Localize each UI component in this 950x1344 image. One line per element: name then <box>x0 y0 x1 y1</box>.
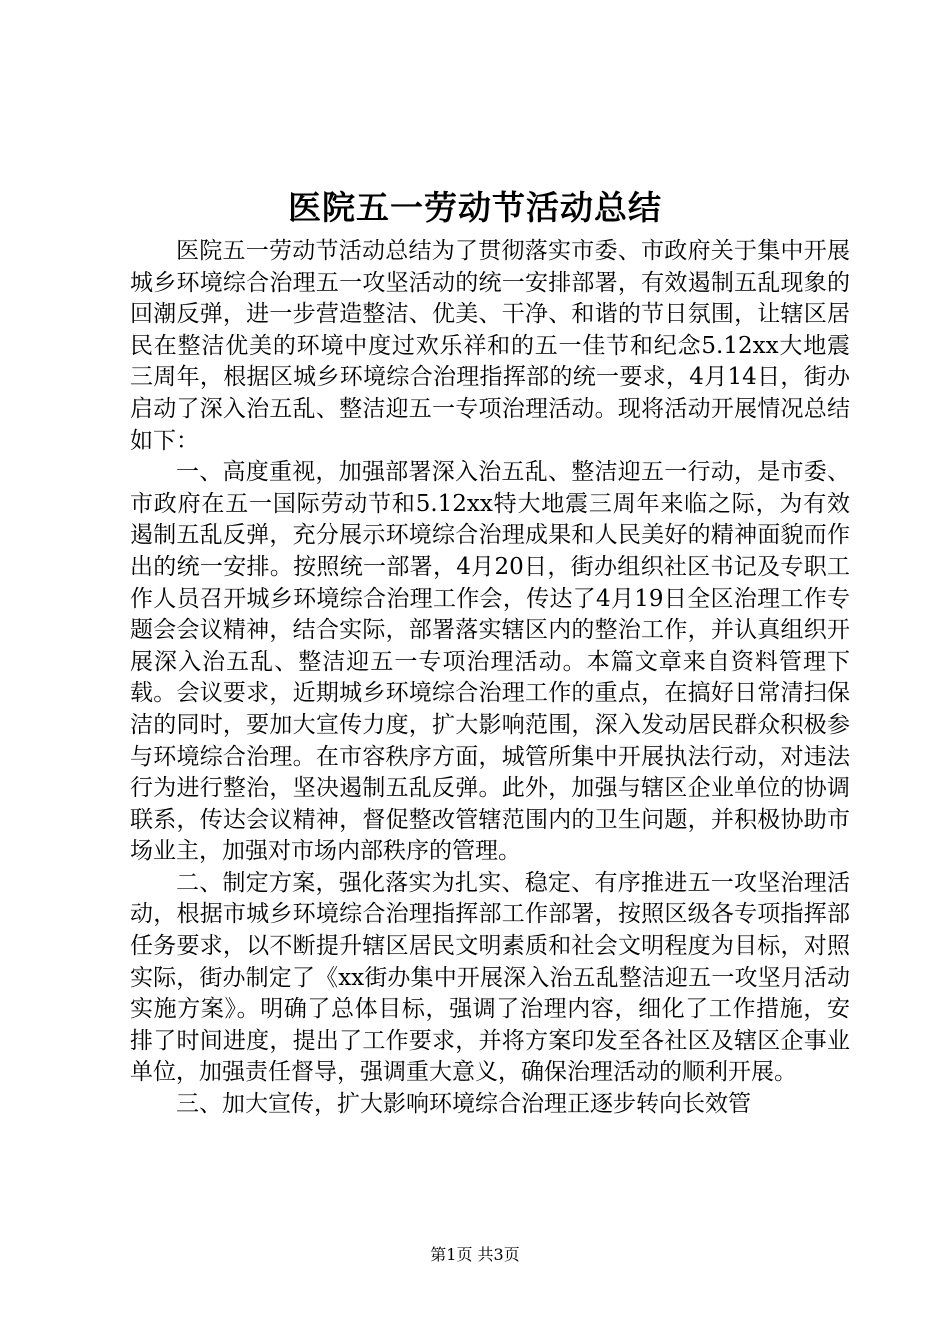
paragraph-section-1: 一、高度重视，加强部署深入治五乱、整洁迎五一行动，是市委、市政府在五一国际劳动节和5.12xx特大地震三周年来临之际，为有效遏制五乱反弹，充分展示环境综合治理成果和人民美好的精神面貌而作出的统一安排。按照统一部署，4月20日，街办组织社区书记及专职工作人员召开城乡环境综合治理工作会，传达了4月19日全区治理工作专题会会议精神，结合实际，部署落实辖区内的整治工作，并认真组织开展深入治五乱、整洁迎五一专项治理活动。本篇文章来自资料管理下载。会议要求，近期城乡环境综合治理工作的重点，在搞好日常清扫保洁的同时，要加大宣传力度，扩大影响范围，深入发动居民群众积极参与环境综合治理。在市容秩序方面，城管所集中开展执法行动，对违法行为进行整治，坚决遏制五乱反弹。此外，加强与辖区企业单位的协调联系，传达会议精神，督促整改管辖范围内的卫生问题，并积极协助市场业主，加强对市场内部秩序的管理。 <box>130 459 850 865</box>
page-number-footer: 第1页 共3页 <box>430 1245 520 1264</box>
document-body <box>130 236 850 1121</box>
document-title: 医院五一劳动节活动总结 <box>288 188 662 227</box>
paragraph-section-2: 二、制定方案，强化落实为扎实、稳定、有序推进五一攻坚治理活动，根据市城乡环境综合治理指挥部工作部署，按照区级各专项指挥部任务要求，以不断提升辖区居民文明素质和社会文明程度为目标，对照实际，街办制定了《xx街办集中开展深入治五乱整洁迎五一攻坚月活动实施方案》。明确了总体目标，强调了治理内容，细化了工作措施，安排了时间进度，提出了工作要求，并将方案印发至各社区及辖区企事业单位，加强责任督导，强调重大意义，确保治理活动的顺利开展。 <box>130 869 850 1086</box>
paragraph-intro: 医院五一劳动节活动总结为了贯彻落实市委、市政府关于集中开展城乡环境综合治理五一攻坚活动的统一安排部署，有效遏制五乱现象的回潮反弹，进一步营造整洁、优美、干净、和谐的节日氛围，让辖区居民在整洁优美的环境中度过欢乐祥和的五一佳节和纪念5.12xx大地震三周年，根据区城乡环境综合治理指挥部的统一要求，4月14日，街办启动了深入治五乱、整洁迎五一专项治理活动。现将活动开展情况总结如下： <box>130 238 850 454</box>
paragraph-section-3: 三、加大宣传，扩大影响环境综合治理正逐步转向长效管 <box>176 1091 751 1118</box>
